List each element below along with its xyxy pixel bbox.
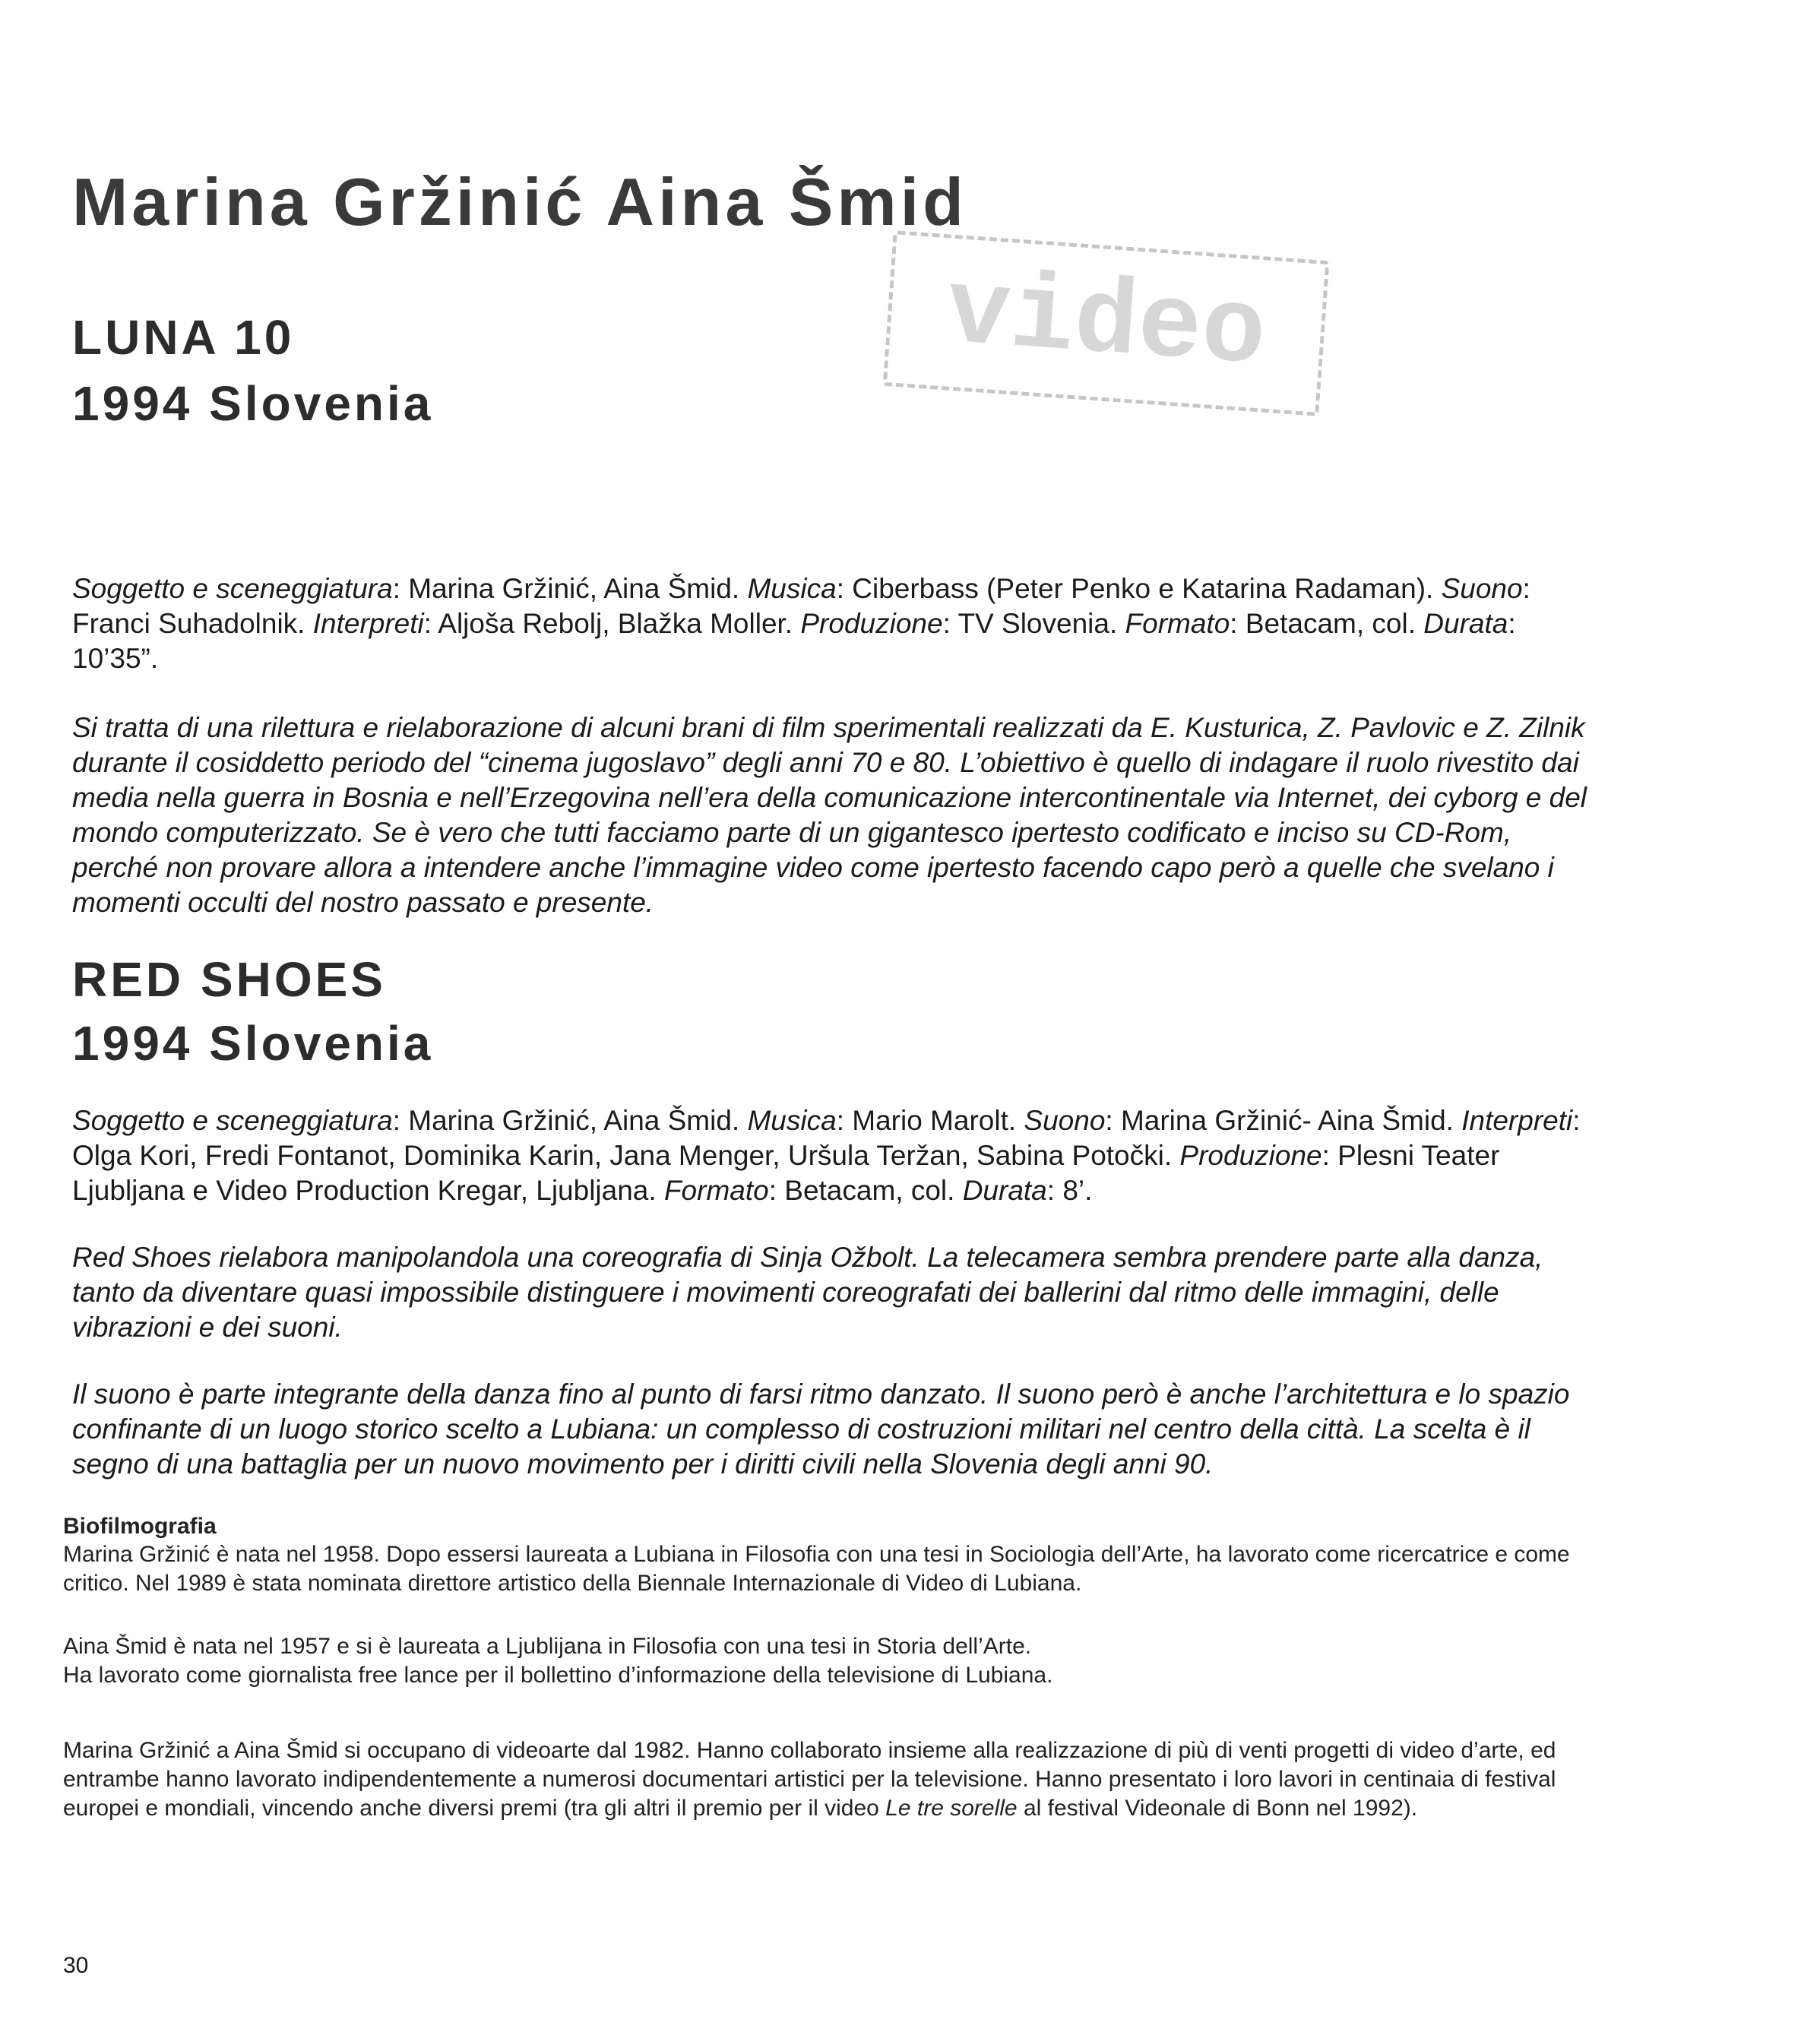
red-shoes-description-1: Red Shoes rielabora manipolandola una coreografia di Sinja Ožbolt. La telecamera sembra prendere parte alla danza, tanto da diventare quasi impossibile distinguere i movimenti coreografati dei ballerini dal ritmo delle immagini, delle vibrazioni e dei suoni. (72, 1242, 1543, 1343)
credit-label: Soggetto e sceneggiatura (72, 573, 393, 604)
credit-value: : 10’35”. (72, 608, 1516, 674)
red-shoes-credits (72, 1103, 1592, 1208)
bio-text: al festival Videonale di Bonn nel 1992). (1017, 1796, 1418, 1821)
credit-label: Produzione (1179, 1140, 1322, 1171)
page-number: 30 (63, 1953, 89, 1978)
bio-line: Ha lavorato come giornalista free lance per il bollettino d’informazione della televisione di Lubiana. (63, 1663, 1053, 1688)
credit-value: : Betacam, col. (768, 1175, 963, 1206)
bio-line: Aina Šmid è nata nel 1957 e si è laureata a Ljublijana in Filosofia con una tesi in Storia dell’Arte. (63, 1634, 1032, 1659)
credit-value: : Betacam, col. (1230, 608, 1424, 639)
credit-label: Durata (962, 1175, 1047, 1206)
credit-label: Suono (1024, 1105, 1106, 1136)
credit-value: : Ciberbass (Peter Penko e Katarina Radaman). (836, 573, 1442, 604)
luna-year-country: 1994 Slovenia (72, 376, 434, 431)
luna-credits (72, 571, 1592, 676)
red-shoes-description-2: Il suono è parte integrante della danza fino al punto di farsi ritmo danzato. Il suono però è anche l’architettura e lo spazio confinante di un luogo storico scelto a Lubiana: un complesso di costruzioni militari nel centro della città. La scelta è il segno di una battaglia per un nuovo movimento per i diritti civili nella Slovenia degli anni 90. (72, 1378, 1570, 1480)
credit-label: Musica (747, 1105, 837, 1136)
red-shoes-title: RED SHOES (72, 952, 386, 1007)
credit-value: : Plesni Teater Ljubljana e Video Production Kregar, Ljubljana. (72, 1140, 1500, 1206)
credit-value: : Marina Gržinić, Aina Šmid. (392, 573, 748, 604)
credit-label: Musica (747, 573, 837, 604)
bio-paragraph-2 (63, 1632, 1591, 1690)
bio-heading: Biofilmografia (63, 1514, 217, 1539)
film-title-italic: Le tre sorelle (885, 1796, 1018, 1821)
luna-description: Si tratta di una rilettura e rielaborazione di alcuni brani di film sperimentali realizzati da E. Kusturica, Z. Pavlovic e Z. Zilnik durante il cosiddetto periodo del “cinema jugoslavo” degli anni 70 e 80. L’obiettivo è quello di indagare il ruolo rivestito dai media nella guerra in Bosnia e nell’Erzegovina nell’era della comunicazione intercontinentale via Internet, dei cyborg e del mondo computerizzato. Se è vero che tutti facciamo parte di un gigantesco ipertesto codificato e inciso su CD-Rom, perché non provare allora a intendere anche l’immagine video come ipertesto facendo capo però a quelle che svelano i momenti occulti del nostro passato e presente. (72, 712, 1587, 918)
luna-title: LUNA 10 (72, 310, 295, 365)
bio-text: Marina Gržinić a Aina Šmid si occupano di videoarte dal 1982. Hanno collaborato insieme alla realizzazione di più di venti progetti di video d’arte, ed entrambe hanno lavorato indipendentemente a numerosi documentari artistici per la televisione. Hanno presentato i loro lavori in centinaia di festival europei e mondiali, vincendo anche diversi premi (tra gli altri il premio per il video (63, 1738, 1556, 1821)
credit-value: : 8’. (1046, 1175, 1093, 1206)
credit-value: : Aljoša Rebolj, Blažka Moller. (423, 608, 801, 639)
credit-label: Produzione (800, 608, 943, 639)
credit-label: Durata (1423, 608, 1508, 639)
credit-label: Soggetto e sceneggiatura (72, 1105, 393, 1136)
red-shoes-year-country: 1994 Slovenia (72, 1016, 434, 1071)
credit-label: Suono (1441, 573, 1523, 604)
credit-value: : Franci Suhadolnik. (72, 573, 1530, 639)
authors-heading: Marina Gržinić Aina Šmid (72, 164, 967, 239)
credit-value: : Mario Marolt. (836, 1105, 1024, 1136)
bio-paragraph-1: Marina Gržinić è nata nel 1958. Dopo essersi laureata a Lubiana in Filosofia con una tesi in Sociologia dell’Arte, ha lavorato come ricercatrice e come critico. Nel 1989 è stata nominata direttore artistico della Biennale Internazionale di Video di Lubiana. (63, 1542, 1570, 1596)
credit-label: Interpreti (312, 608, 424, 639)
credit-label: Formato (1125, 608, 1230, 639)
credit-value: : TV Slovenia. (942, 608, 1125, 639)
credit-value: : Marina Gržinić, Aina Šmid. (392, 1105, 748, 1136)
credit-label: Formato (663, 1175, 769, 1206)
credit-value: : Olga Kori, Fredi Fontanot, Dominika Karin, Jana Menger, Uršula Teržan, Sabina Potočki. (72, 1105, 1581, 1171)
bio-paragraph-3 (63, 1736, 1591, 1823)
video-stamp: video (883, 230, 1330, 416)
credit-label: Interpreti (1461, 1105, 1573, 1136)
credit-value: : Marina Gržinić- Aina Šmid. (1105, 1105, 1462, 1136)
